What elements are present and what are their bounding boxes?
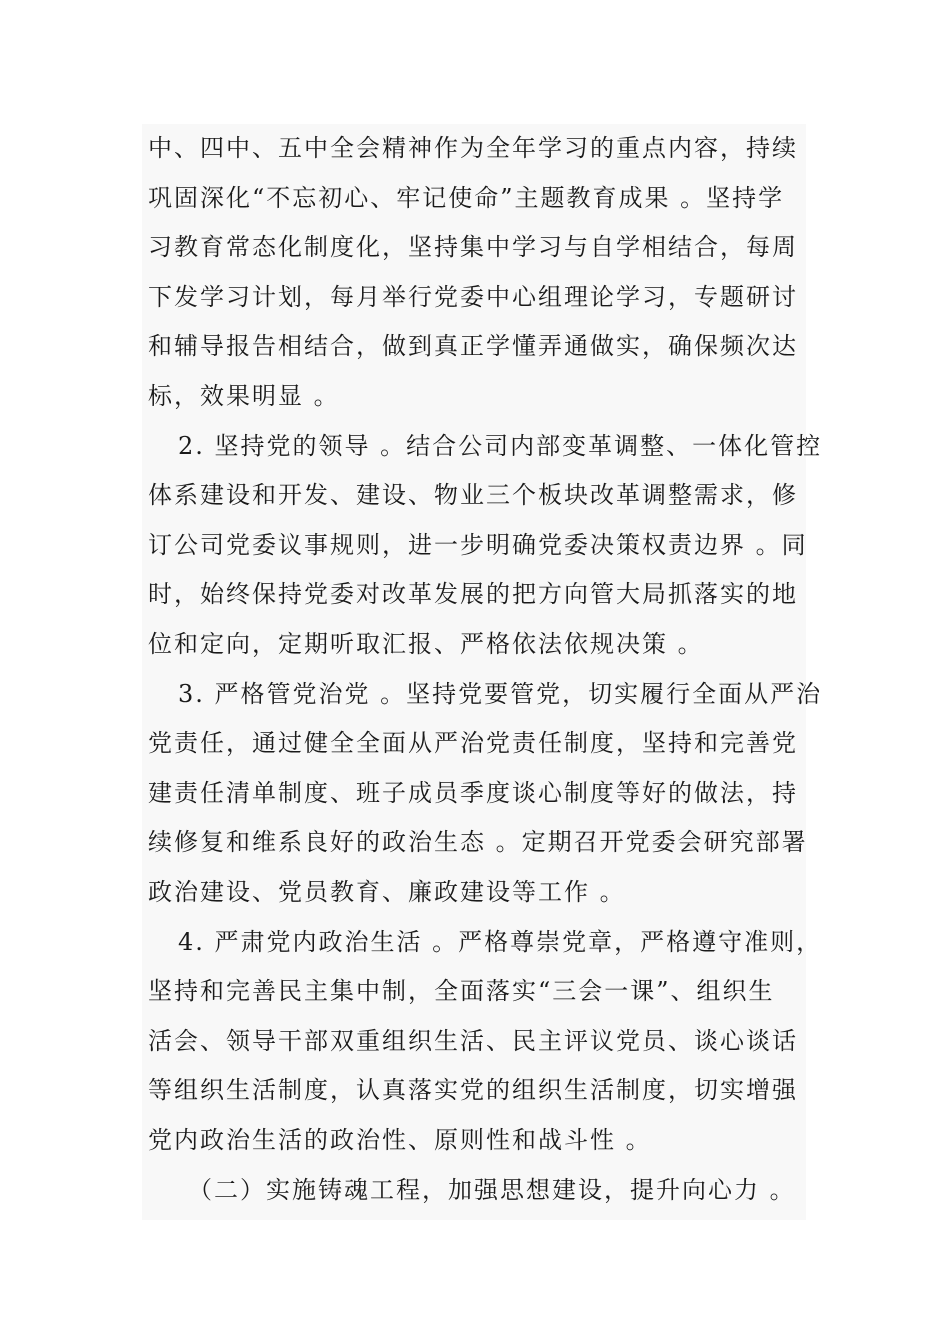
text-line: 建责任清单制度、班子成员季度谈心制度等好的做法，持 — [148, 779, 798, 807]
text-line: 中、四中、五中全会精神作为全年学习的重点内容，持续 — [148, 134, 798, 162]
list-item-heading: 2. 坚持党的领导 。结合公司内部变革调整、一体化管控 — [178, 432, 823, 460]
text-line: 党责任，通过健全全面从严治党责任制度，坚持和完善党 — [148, 729, 798, 757]
text-line: 活会、领导干部双重组织生活、民主评议党员、谈心谈话 — [148, 1027, 798, 1055]
list-item-heading: 3. 严格管党治党 。坚持党要管党，切实履行全面从严治 — [178, 680, 823, 708]
text-line: 标，效果明显 。 — [148, 382, 340, 410]
text-line: 下发学习计划，每月举行党委中心组理论学习，专题研讨 — [148, 283, 798, 311]
text-line: 时，始终保持党委对改革发展的把方向管大局抓落实的地 — [148, 580, 798, 608]
list-item-heading: 4. 严肃党内政治生活 。严格尊崇党章，严格遵守准则， — [178, 928, 823, 956]
text-line: 体系建设和开发、建设、物业三个板块改革调整需求，修 — [148, 481, 798, 509]
text-line: 习教育常态化制度化，坚持集中学习与自学相结合，每周 — [148, 233, 798, 261]
text-line: 等组织生活制度，认真落实党的组织生活制度，切实增强 — [148, 1076, 798, 1104]
document-text-block — [142, 124, 823, 1220]
text-line: 巩固深化“不忘初心、牢记使命”主题教育成果 。坚持学 — [148, 184, 785, 212]
text-line: 政治建设、党员教育、廉政建设等工作 。 — [148, 878, 626, 906]
text-line: 和辅导报告相结合，做到真正学懂弄通做实，确保频次达 — [148, 332, 798, 360]
text-line: 位和定向，定期听取汇报、严格依法依规决策 。 — [148, 630, 704, 658]
text-line: 订公司党委议事规则，进一步明确党委决策权责边界 。同 — [148, 531, 808, 559]
text-line: 坚持和完善民主集中制，全面落实“三会一课”、组织生 — [148, 977, 775, 1005]
section-heading: （二）实施铸魂工程，加强思想建设，提升向心力 。 — [188, 1176, 796, 1204]
text-line: 党内政治生活的政治性、原则性和战斗性 。 — [148, 1126, 652, 1154]
text-line: 续修复和维系良好的政治生态 。定期召开党委会研究部署 — [148, 828, 808, 856]
